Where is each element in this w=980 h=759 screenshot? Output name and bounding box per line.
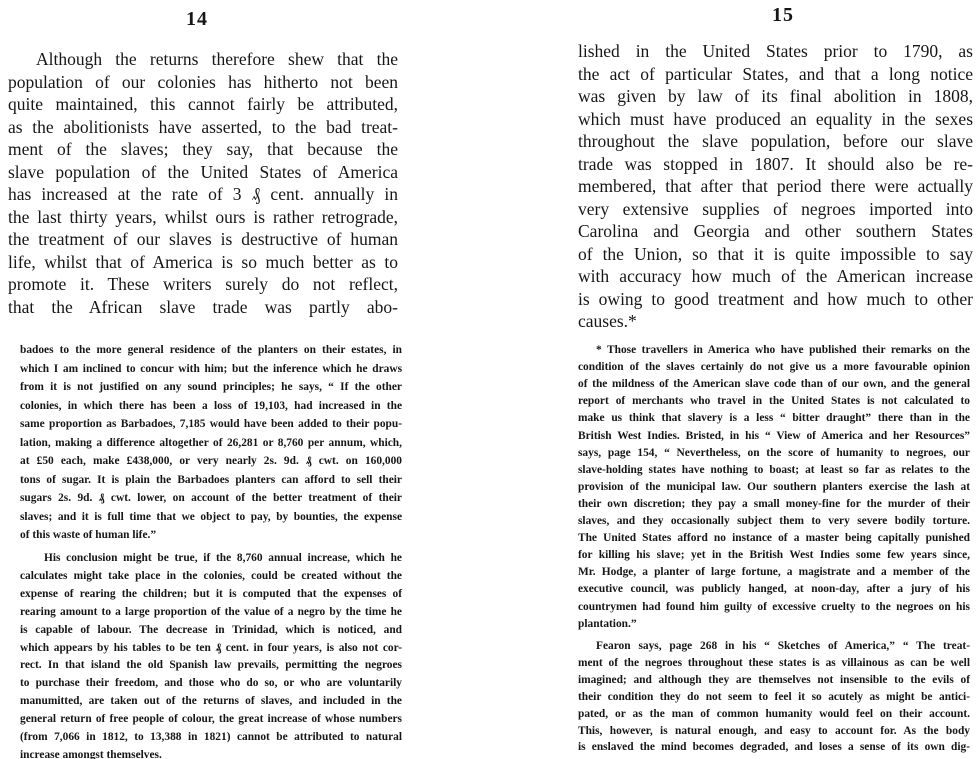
text-line: imagined; and although they are themselves not insensible to the evils of: [578, 673, 970, 686]
text-line: that the African slave trade was partly abo-: [8, 296, 398, 317]
text-line: pated, or as the man of common humanity would feel on their account.: [578, 707, 970, 720]
text-line: slave population of the United States of America: [8, 161, 398, 182]
text-line: slaves; and it is full time that we object to pay, by bounties, the expense: [20, 510, 402, 523]
text-line: plantation.”: [578, 617, 637, 630]
text-line: tons of sugar. It is plain the Barbadoes planters can afford to sell their: [20, 473, 402, 486]
text-line: provision of the municipal law. Our southern planters exercise the lash at: [578, 480, 970, 493]
text-line: report of merchants who travel in the United States is not calculated to: [578, 395, 970, 408]
text-line: same proportion as Barbadoes, 7,185 would have been added to their popu-: [20, 418, 402, 430]
book-gutter: [406, 0, 568, 759]
text-line: the treatment of our slaves is destructive of human: [8, 229, 398, 249]
text-line: throughout the slave population, before our slave: [578, 131, 973, 151]
text-line: Although the returns therefore shew that the: [36, 49, 398, 69]
text-line: of the mildness of the American slave code than of our own, and the general: [578, 378, 970, 391]
text-line: is enslaved the mind becomes degraded, and loses a sense of its own dig-: [578, 741, 970, 754]
text-line: of this waste of human life.”: [20, 529, 157, 541]
text-line: British West Indies. Bristed, in his “ View of America and her Resources”: [578, 429, 970, 442]
text-line: is capable of labour. The decrease in Trinidad, which is noticed, and: [20, 623, 402, 636]
text-line: trade was stopped in 1807. It should also be re-: [578, 153, 973, 174]
text-line: calculates might take place in the colonies, could be created without the: [20, 569, 402, 582]
text-line: general return of free people of colour, the great increase of whose numbers: [20, 713, 402, 726]
text-line: their own discretion; they pay a small money-fine for the murder of their: [578, 497, 970, 510]
text-line: Fearon says, page 268 in his “ Sketches of America,” “ The treat-: [596, 640, 970, 652]
text-line: which must have produced an equality in the sexes: [578, 108, 973, 129]
text-line: at £50 each, make £438,000, or very nearly 2s. 9d. ₰ cwt. on 160,000: [20, 455, 402, 467]
text-line: the last thirty years, whilst ours is rather retrograde,: [8, 206, 398, 227]
text-line: sugars 2s. 9d. ₰ cwt. lower, on account of the better treatment of their: [20, 492, 402, 504]
text-line: increase amongst themselves.: [20, 748, 162, 759]
text-line: from it is not justified on any sound principles; he says, “ If the other: [20, 381, 402, 393]
text-line: executive council, was publicly hanged, at noon-day, after a jury of his: [578, 583, 970, 596]
text-line: Mr. Hodge, a planter of large fortune, a magistrate and a member of the: [578, 566, 970, 579]
text-line: life, whilst that of America is so much better as to: [8, 251, 398, 272]
text-line: has increased at the rate of 3 ₰ cent. annually in: [8, 184, 398, 204]
text-line: This, however, is natural enough, and easy to account for. As the body: [578, 724, 970, 737]
text-line: which appears by his tables to be ten ₰ cent. in four years, is also not cor-: [20, 641, 402, 654]
text-line: their condition they do not seem to feel it so acutely as might be antici-: [578, 690, 970, 703]
page-number: 15: [772, 4, 794, 26]
right-page: [568, 0, 980, 759]
text-line: * Those travellers in America who have published their remarks on the: [596, 344, 970, 356]
text-line: ment of the negroes throughout these states is as villainous as can be well: [578, 656, 970, 669]
text-line: which I am inclined to concur with him; but the inference which he draws: [20, 362, 402, 375]
text-line: The United States afford no instance of a master being capitally punished: [578, 532, 970, 545]
text-line: with accuracy how much of the American increase: [578, 266, 973, 286]
text-line: manumitted, are taken out of the returns of slaves, and included in the: [20, 695, 402, 708]
text-line: membered, that after that period there were actually: [578, 176, 973, 196]
text-line: causes.*: [578, 311, 637, 331]
text-line: rect. In that island the old Spanish law prevails, permitting the negroes: [20, 659, 402, 672]
text-line: says, page 154, “ Nevertheless, on the score of humanity to negroes, our: [578, 446, 970, 459]
text-line: expense of rearing the children; but it is computed that the expenses of: [20, 587, 402, 600]
text-line: condition of the slaves certainly do not give us a more favourable opinion: [578, 361, 970, 374]
text-line: as the abolitionists have asserted, to the bad treat-: [8, 116, 398, 137]
text-line: badoes to the more general residence of the planters on their estates, in: [20, 344, 402, 356]
text-line: (from 7,066 in 1812, to 13,388 in 1821) cannot be attributed to natural: [20, 731, 402, 743]
text-line: quite maintained, this cannot fairly be attributed,: [8, 94, 398, 114]
text-line: for killing his slave; yet in the British West Indies some few years since,: [578, 549, 970, 562]
text-line: very extensive supplies of negroes imported into: [578, 198, 973, 219]
text-line: slave-holding states have nothing to boast; at least so far as relates to the: [578, 463, 970, 476]
text-line: of the Union, so that it is quite impossible to say: [578, 243, 973, 264]
text-line: the act of particular States, and that a long notice: [578, 63, 973, 84]
text-line: Carolina and Georgia and other southern States: [578, 221, 973, 241]
text-line: promote it. These writers surely do not reflect,: [8, 274, 398, 294]
text-line: population of our colonies has hitherto not been: [8, 71, 398, 92]
page-number: 14: [186, 8, 208, 30]
text-line: to purchase their freedom, and those who do so, or who are voluntarily: [20, 677, 402, 690]
left-page: [0, 0, 406, 759]
text-line: countrymen had found him guilty of excessive cruelty to the negroes on his: [578, 600, 970, 613]
text-line: is owing to good treatment and how much to other: [578, 288, 973, 309]
text-line: colonies, in which there has been a loss of 19,103, had increased in the: [20, 399, 402, 412]
text-line: lished in the United States prior to 1790, as: [578, 41, 973, 61]
text-line: ment of the slaves; they say, that because the: [8, 139, 398, 159]
text-line: lation, making a difference altogether of 26,281 or 8,760 per annum, which,: [20, 436, 402, 449]
text-line: His conclusion might be true, if the 8,760 annual increase, which he: [44, 552, 402, 564]
text-line: was given by law of its final abolition in 1808,: [578, 86, 973, 106]
text-line: slaves, and they occasionally subject them to very severe bodily torture.: [578, 515, 970, 527]
text-line: make us think that slavery is a less “ bitter draught” there than in the: [578, 412, 970, 425]
text-line: rearing amount to a large proportion of the value of a negro by the time he: [20, 605, 402, 618]
